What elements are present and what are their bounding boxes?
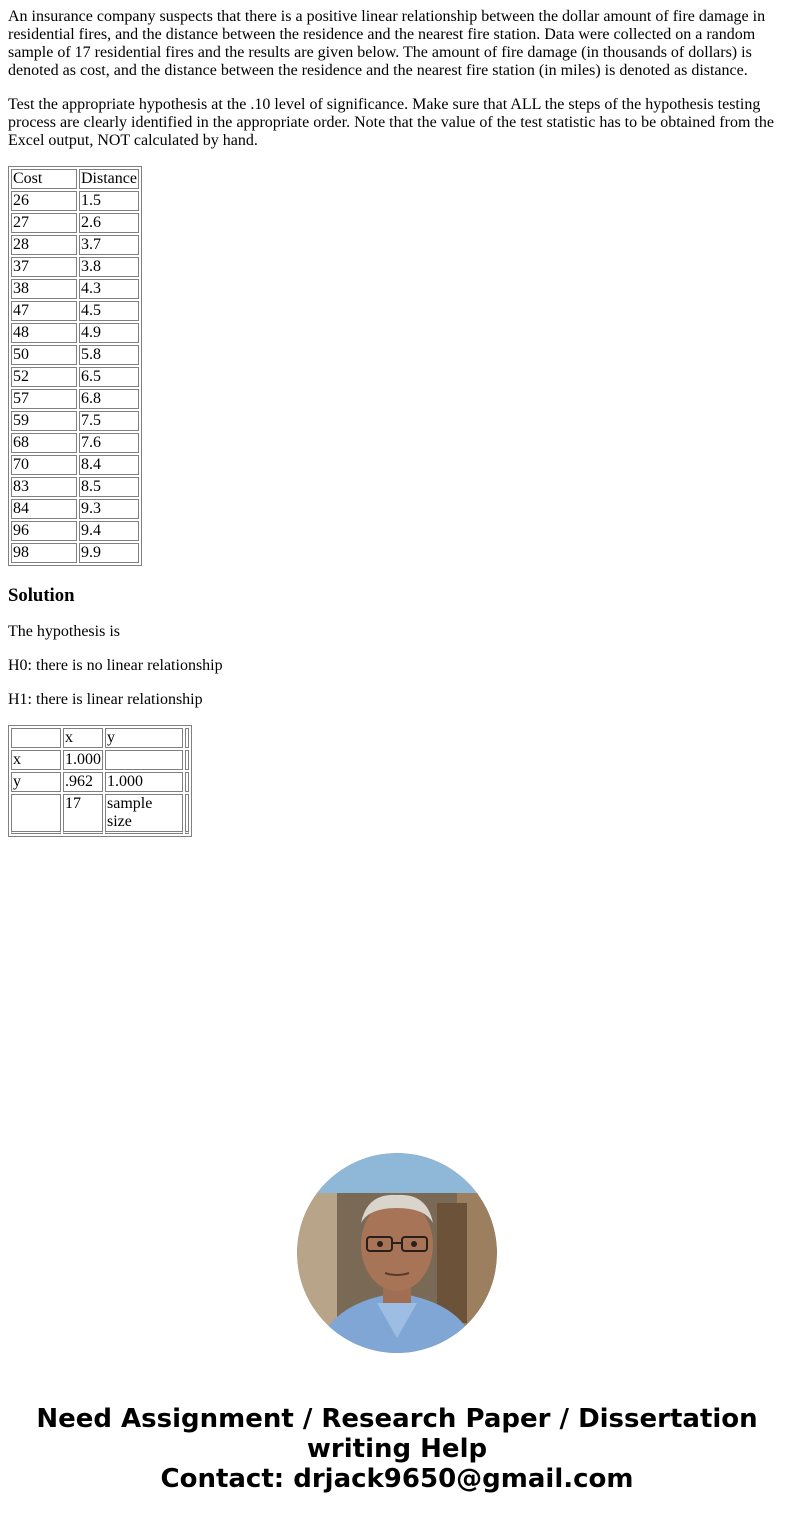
correlation-cell: x [63, 728, 103, 748]
cost-cell: 96 [11, 521, 77, 541]
table-row [11, 433, 139, 453]
cost-cell: 68 [11, 433, 77, 453]
distance-cell: 9.9 [79, 543, 139, 563]
author-photo [297, 1153, 497, 1353]
table-row [11, 301, 139, 321]
cost-cell: 52 [11, 367, 77, 387]
distance-cell: 5.8 [79, 345, 139, 365]
table-row [11, 191, 139, 211]
distance-cell: 4.9 [79, 323, 139, 343]
distance-cell: 3.7 [79, 235, 139, 255]
cost-cell: 57 [11, 389, 77, 409]
table-row [11, 279, 139, 299]
correlation-cell [185, 794, 189, 834]
table-row [11, 455, 139, 475]
table-row [11, 477, 139, 497]
document [8, 0, 786, 837]
cost-cell: 28 [11, 235, 77, 255]
table-row [11, 499, 139, 519]
distance-cell: 6.5 [79, 367, 139, 387]
correlation-cell: y [105, 728, 183, 748]
cost-cell: 98 [11, 543, 77, 563]
cost-cell: 70 [11, 455, 77, 475]
distance-cell: 8.4 [79, 455, 139, 475]
correlation-cell: .962 [63, 772, 103, 792]
table-row [11, 411, 139, 431]
correlation-cell: sample size [105, 794, 183, 834]
table-row [11, 235, 139, 255]
correlation-cell: y [11, 772, 61, 792]
table-header-cell: Distance [81, 170, 137, 187]
distance-cell: 9.3 [79, 499, 139, 519]
table-row [11, 794, 189, 834]
correlation-cell [185, 728, 189, 748]
table-header-cell: Cost [11, 169, 77, 189]
distance-cell: 4.3 [79, 279, 139, 299]
distance-cell: 2.6 [79, 213, 139, 233]
cost-cell: 38 [11, 279, 77, 299]
correlation-cell [11, 728, 61, 748]
solution-line-3: H1: there is linear relationship [8, 691, 203, 708]
table-row [11, 345, 139, 365]
cost-cell: 59 [11, 411, 77, 431]
correlation-cell: 1.000 [65, 751, 101, 768]
correlation-table [8, 725, 192, 837]
data-table [8, 166, 142, 566]
table-row [11, 772, 189, 792]
cost-cell: 27 [11, 213, 77, 233]
cost-cell: 47 [11, 301, 77, 321]
distance-cell: 6.8 [79, 389, 139, 409]
distance-cell: 8.5 [79, 477, 139, 497]
correlation-cell: x [11, 750, 61, 770]
cost-cell: 48 [11, 323, 77, 343]
distance-cell: 1.5 [79, 191, 139, 211]
correlation-cell: 1.000 [105, 772, 183, 792]
promo-line-2: writing Help [306, 1434, 488, 1464]
author-photo-block [0, 1153, 794, 1353]
distance-cell: 4.5 [79, 301, 139, 321]
correlation-cell: 17 [63, 794, 103, 834]
distance-cell: 7.5 [79, 411, 139, 431]
table-row [11, 728, 189, 748]
promo-banner [0, 1404, 794, 1494]
distance-cell: 3.8 [79, 257, 139, 277]
cost-cell: 83 [11, 477, 77, 497]
solution-line-1: The hypothesis is [8, 623, 120, 640]
solution-heading: Solution [8, 585, 75, 606]
table-header-row [11, 169, 139, 189]
correlation-cell [185, 772, 189, 792]
cost-cell: 50 [11, 345, 77, 365]
cost-cell: 37 [11, 257, 77, 277]
promo-contact: Contact: drjack9650@gmail.com [160, 1464, 634, 1494]
table-row [11, 257, 139, 277]
table-row [11, 389, 139, 409]
table-row [11, 543, 139, 563]
promo-line-1: Need Assignment / Research Paper / Dissertation [36, 1404, 758, 1434]
question-paragraph-2: Test the appropriate hypothesis at the .10 level of significance. Make sure that ALL the steps of the hypothesis testing process are clearly identified in the appropriate order. Note that the value of the test statistic has to be obtained from the Excel output, NOT calculated by hand. [8, 96, 774, 149]
correlation-cell [11, 794, 61, 834]
distance-cell: 7.6 [79, 433, 139, 453]
solution-line-2: H0: there is no linear relationship [8, 657, 223, 674]
table-row [11, 213, 139, 233]
cost-cell: 84 [11, 499, 77, 519]
question-paragraph-1: An insurance company suspects that there is a positive linear relationship between the dollar amount of fire damage in residential fires, and the distance between the residence and the nearest fire station. Data were collected on a random sample of 17 residential fires and the results are given below. The amount of fire damage (in thousands of dollars) is denoted as cost, and the distance between the residence and the nearest fire station (in miles) is denoted as distance. [8, 8, 766, 79]
distance-cell: 9.4 [79, 521, 139, 541]
correlation-cell [185, 750, 189, 770]
table-row [11, 750, 189, 770]
table-row [11, 367, 139, 387]
table-row [11, 521, 139, 541]
correlation-cell [105, 750, 183, 770]
table-row [11, 323, 139, 343]
cost-cell: 26 [11, 191, 77, 211]
